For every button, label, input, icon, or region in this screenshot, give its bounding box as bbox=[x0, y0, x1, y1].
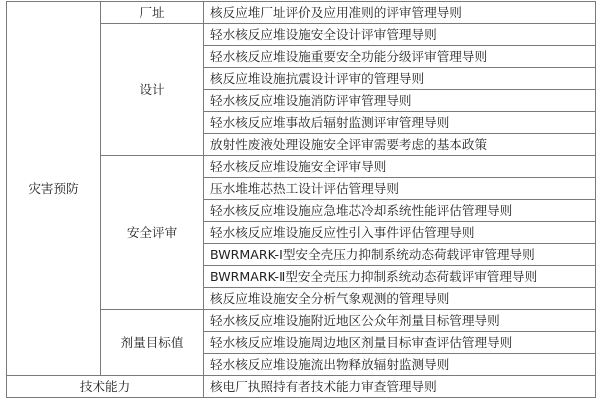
category-cell-disaster-prevention: 灾害预防 bbox=[7, 2, 101, 376]
guideline-cell: 核反应堆设施抗震设计评审的管理导则 bbox=[204, 68, 596, 90]
guideline-cell: BWRMARK-Ⅰ型安全壳压力抑制系统动态荷载评审管理导则 bbox=[204, 244, 596, 266]
guideline-cell: BWRMARK-Ⅱ型安全壳压力抑制系统动态荷载评审管理导则 bbox=[204, 266, 596, 288]
subcategory-cell-dose-target: 剂量目标值 bbox=[101, 310, 204, 376]
guideline-cell: 轻水核反应堆设施安全设计评审管理导则 bbox=[204, 24, 596, 46]
guideline-cell: 轻水核反应堆设施反应性引入事件评估管理导则 bbox=[204, 222, 596, 244]
table-row bbox=[7, 376, 596, 398]
regulation-table bbox=[6, 1, 596, 398]
regulation-table-container bbox=[6, 1, 596, 398]
guideline-cell: 核反应堆设施安全分析气象观测的管理导则 bbox=[204, 288, 596, 310]
guideline-cell: 轻水核反应堆设施附近地区公众年剂量目标管理导则 bbox=[204, 310, 596, 332]
guideline-cell: 轻水核反应堆设施安全评审导则 bbox=[204, 156, 596, 178]
guideline-cell: 轻水核反应堆设施重要安全功能分级评审管理导则 bbox=[204, 46, 596, 68]
guideline-cell: 轻水核反应堆设施应急堆芯冷却系统性能评估管理导则 bbox=[204, 200, 596, 222]
subcategory-cell-site: 厂址 bbox=[101, 2, 204, 24]
guideline-cell: 核电厂执照持有者技术能力审查管理导则 bbox=[204, 376, 596, 398]
guideline-cell: 放射性废液处理设施安全评审需要考虑的基本政策 bbox=[204, 134, 596, 156]
guideline-cell: 压水堆堆芯热工设计评估管理导则 bbox=[204, 178, 596, 200]
guideline-cell: 轻水核反应堆事故后辐射监测评审管理导则 bbox=[204, 112, 596, 134]
guideline-cell: 核反应堆厂址评价及应用准则的评审管理导则 bbox=[204, 2, 596, 24]
table-row bbox=[7, 2, 596, 24]
guideline-cell: 轻水核反应堆设施流出物释放辐射监测导则 bbox=[204, 354, 596, 376]
guideline-cell: 轻水核反应堆设施消防评审管理导则 bbox=[204, 90, 596, 112]
subcategory-cell-safety-review: 安全评审 bbox=[101, 156, 204, 310]
subcategory-cell-design: 设计 bbox=[101, 24, 204, 156]
guideline-cell: 轻水核反应堆设施周边地区剂量目标审查评估管理导则 bbox=[204, 332, 596, 354]
category-cell-technical-capability: 技术能力 bbox=[7, 376, 204, 398]
